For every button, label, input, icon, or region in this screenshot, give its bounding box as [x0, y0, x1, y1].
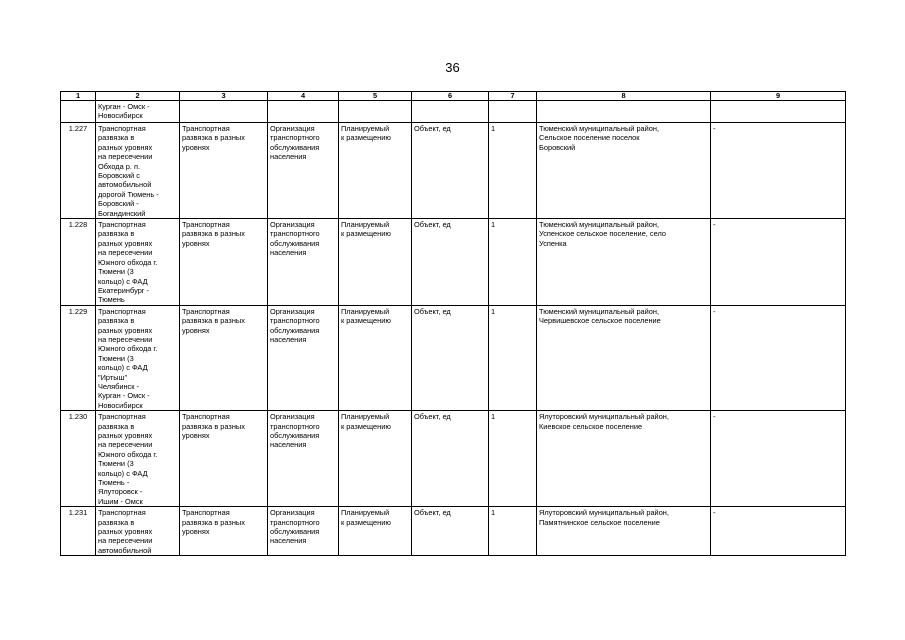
column-header: 2 — [96, 92, 180, 101]
object-type-cell: Транспортная развязка в разных уровнях — [180, 123, 268, 219]
unit-cell — [412, 101, 489, 123]
quantity-cell: 1 — [489, 123, 537, 219]
unit-cell: Объект, ед — [412, 123, 489, 219]
document-table — [60, 91, 846, 556]
status-cell: Планируемый к размещению — [339, 123, 412, 219]
column-header: 8 — [537, 92, 711, 101]
row-number-cell: 1.228 — [61, 219, 96, 306]
column-header: 5 — [339, 92, 412, 101]
table-row — [61, 305, 846, 410]
purpose-cell: Организация транспортного обслуживания населения — [268, 219, 339, 306]
unit-cell: Объект, ед — [412, 411, 489, 507]
purpose-cell: Организация транспортного обслуживания населения — [268, 411, 339, 507]
object-name-cell: Транспортная развязка в разных уровнях на пересечении Южного обхода г. Тюмени (3 кольцо) с ФАД Екатеринбург - Тюмень — [96, 219, 180, 306]
zone-cell: - — [711, 123, 846, 219]
quantity-cell — [489, 101, 537, 123]
location-cell: Ялуторовский муниципальный район, Памятнинское сельское поселение — [537, 507, 711, 556]
row-number-cell — [61, 101, 96, 123]
table-row — [61, 411, 846, 507]
zone-cell: - — [711, 305, 846, 410]
column-header: 1 — [61, 92, 96, 101]
purpose-cell: Организация транспортного обслуживания населения — [268, 123, 339, 219]
purpose-cell: Организация транспортного обслуживания населения — [268, 507, 339, 556]
row-number-cell: 1.230 — [61, 411, 96, 507]
zone-cell: - — [711, 507, 846, 556]
column-header: 6 — [412, 92, 489, 101]
object-name-cell: Транспортная развязка в разных уровнях на пересечении Южного обхода г. Тюмени (3 кольцо) с ФАД "Иртыш" Челябинск - Курган - Омск - Новосибирск — [96, 305, 180, 410]
status-cell: Планируемый к размещению — [339, 507, 412, 556]
location-cell: Ялуторовский муниципальный район, Киевское сельское поселение — [537, 411, 711, 507]
object-type-cell: Транспортная развязка в разных уровнях — [180, 305, 268, 410]
object-name-cell: Транспортная развязка в разных уровнях на пересечении Южного обхода г. Тюмени (3 кольцо) с ФАД Тюмень - Ялуторовск - Ишим - Омск — [96, 411, 180, 507]
object-name-cell: Транспортная развязка в разных уровнях на пересечении Обхода р. п. Боровский с автомобильной дорогой Тюмень - Боровский - Богандинский — [96, 123, 180, 219]
quantity-cell: 1 — [489, 411, 537, 507]
object-name-cell: Курган - Омск - Новосибирск — [96, 101, 180, 123]
status-cell: Планируемый к размещению — [339, 305, 412, 410]
quantity-cell: 1 — [489, 507, 537, 556]
page-number: 36 — [445, 60, 460, 75]
quantity-cell: 1 — [489, 219, 537, 306]
unit-cell: Объект, ед — [412, 305, 489, 410]
zone-cell: - — [711, 219, 846, 306]
quantity-cell: 1 — [489, 305, 537, 410]
status-cell: Планируемый к размещению — [339, 411, 412, 507]
location-cell — [537, 101, 711, 123]
row-number-cell: 1.231 — [61, 507, 96, 556]
object-type-cell: Транспортная развязка в разных уровнях — [180, 411, 268, 507]
table-row — [61, 123, 846, 219]
status-cell: Планируемый к размещению — [339, 219, 412, 306]
zone-cell — [711, 101, 846, 123]
object-name-cell: Транспортная развязка в разных уровнях на пересечении автомобильной — [96, 507, 180, 556]
column-header: 9 — [711, 92, 846, 101]
row-number-cell: 1.227 — [61, 123, 96, 219]
zone-cell: - — [711, 411, 846, 507]
row-number-cell: 1.229 — [61, 305, 96, 410]
column-header: 3 — [180, 92, 268, 101]
purpose-cell: Организация транспортного обслуживания населения — [268, 305, 339, 410]
unit-cell: Объект, ед — [412, 219, 489, 306]
object-type-cell: Транспортная развязка в разных уровнях — [180, 507, 268, 556]
location-cell: Тюменский муниципальный район, Успенское сельское поселение, село Успенка — [537, 219, 711, 306]
column-header: 4 — [268, 92, 339, 101]
purpose-cell — [268, 101, 339, 123]
table-row — [61, 219, 846, 306]
table-row — [61, 507, 846, 556]
status-cell — [339, 101, 412, 123]
location-cell: Тюменский муниципальный район, Червишевское сельское поселение — [537, 305, 711, 410]
object-type-cell — [180, 101, 268, 123]
object-type-cell: Транспортная развязка в разных уровнях — [180, 219, 268, 306]
location-cell: Тюменский муниципальный район, Сельское поселение поселок Боровский — [537, 123, 711, 219]
column-header: 7 — [489, 92, 537, 101]
table-header-row — [61, 92, 846, 101]
table-row — [61, 101, 846, 123]
unit-cell: Объект, ед — [412, 507, 489, 556]
